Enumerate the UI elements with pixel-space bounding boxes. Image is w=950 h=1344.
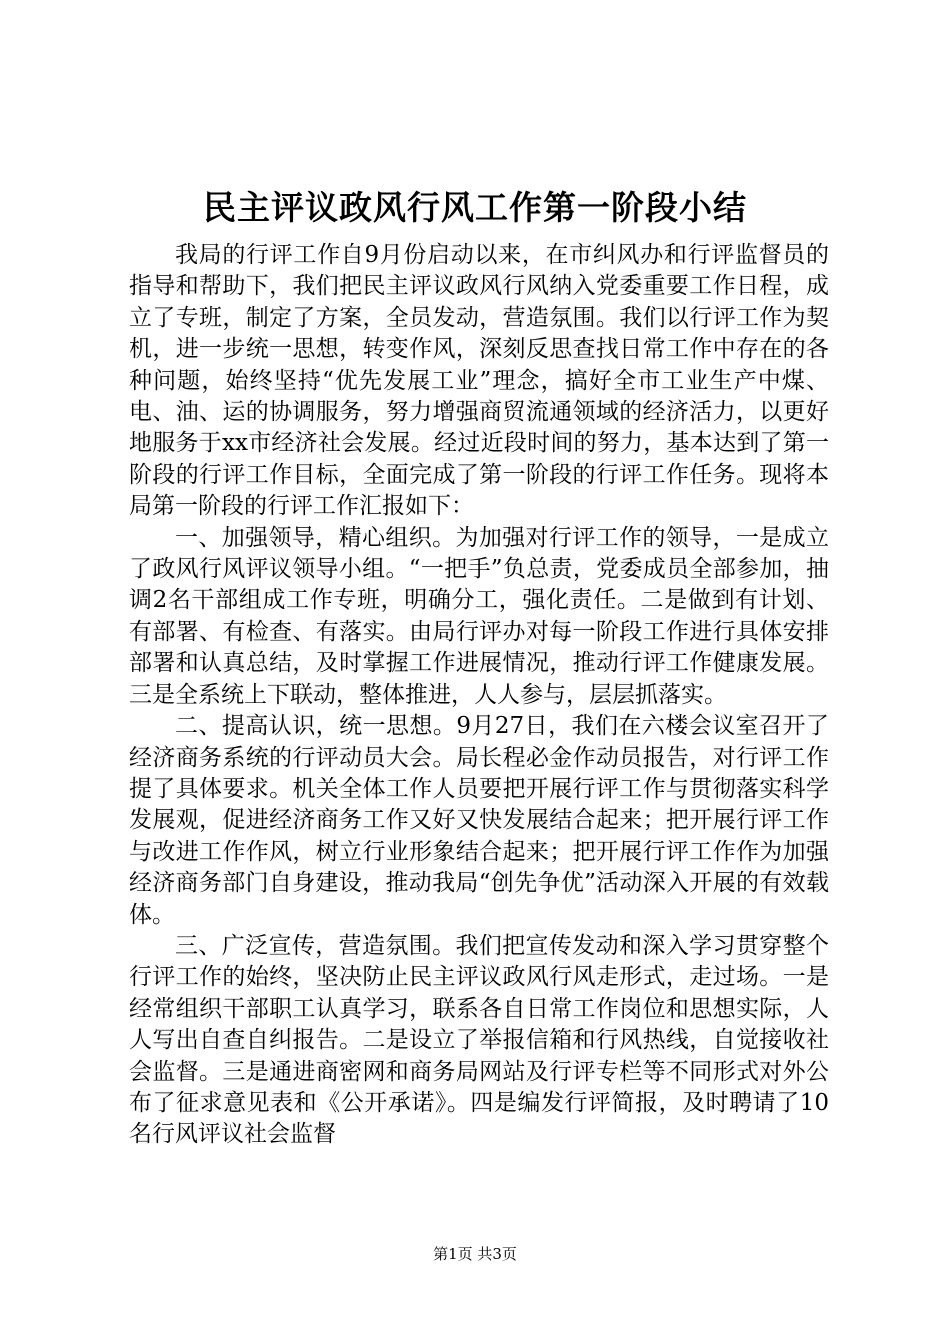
document-body — [129, 240, 829, 1151]
paragraph-section-3: 三、广泛宣传，营造氛围。我们把宣传发动和深入学习贯穿整个行评工作的始终，坚决防止民主评议政风行风走形式，走过场。一是经常组织干部职工认真学习，联系各自日常工作岗位和思想实际，人人写出自查自纠报告。二是设立了举报信箱和行风热线，自觉接收社会监督。三是通进商密网和商务局网站及行评专栏等不同形式对外公布了征求意见表和《公开承诺》。四是编发行评简报，及时聘请了10名行风评议社会监督 — [129, 932, 829, 1148]
page-number-footer: 第1页 共3页 — [433, 1245, 517, 1263]
document-title: 民主评议政风行风工作第一阶段小结 — [203, 188, 747, 227]
paragraph-section-2: 二、提高认识，统一思想。9月27日，我们在六楼会议室召开了经济商务系统的行评动员大会。局长程必金作动员报告，对行评工作提了具体要求。机关全体工作人员要把开展行评工作与贯彻落实科学发展观，促进经济商务工作又好又快发展结合起来；把开展行评工作与改进工作作风，树立行业形象结合起来；把开展行评工作作为加强经济商务部门自身建设，推动我局“创先争优”活动深入开展的有效载体。 — [129, 713, 829, 928]
paragraph-section-1: 一、加强领导，精心组织。为加强对行评工作的领导，一是成立了政风行风评议领导小组。“一把手”负总责，党委成员全部参加，抽调2名干部组成工作专班，明确分工，强化责任。二是做到有计划、有部署、有检查、有落实。由局行评办对每一阶段工作进行具体安排部署和认真总结，及时掌握工作进展情况，推动行评工作健康发展。三是全系统上下联动，整体推进，人人参与，层层抓落实。 — [129, 524, 829, 708]
paragraph-intro: 我局的行评工作自9月份启动以来，在市纠风办和行评监督员的指导和帮助下，我们把民主评议政风行风纳入党委重要工作日程，成立了专班，制定了方案，全员发动，营造氛围。我们以行评工作为契机，进一步统一思想，转变作风，深刻反思查找日常工作中存在的各种问题，始终坚持“优先发展工业”理念，搞好全市工业生产中煤、电、油、运的协调服务，努力增强商贸流通领域的经济活力，以更好地服务于xx市经济社会发展。经过近段时间的努力，基本达到了第一阶段的行评工作目标，全面完成了第一阶段的行评工作任务。现将本局第一阶段的行评工作汇报如下： — [129, 242, 829, 520]
